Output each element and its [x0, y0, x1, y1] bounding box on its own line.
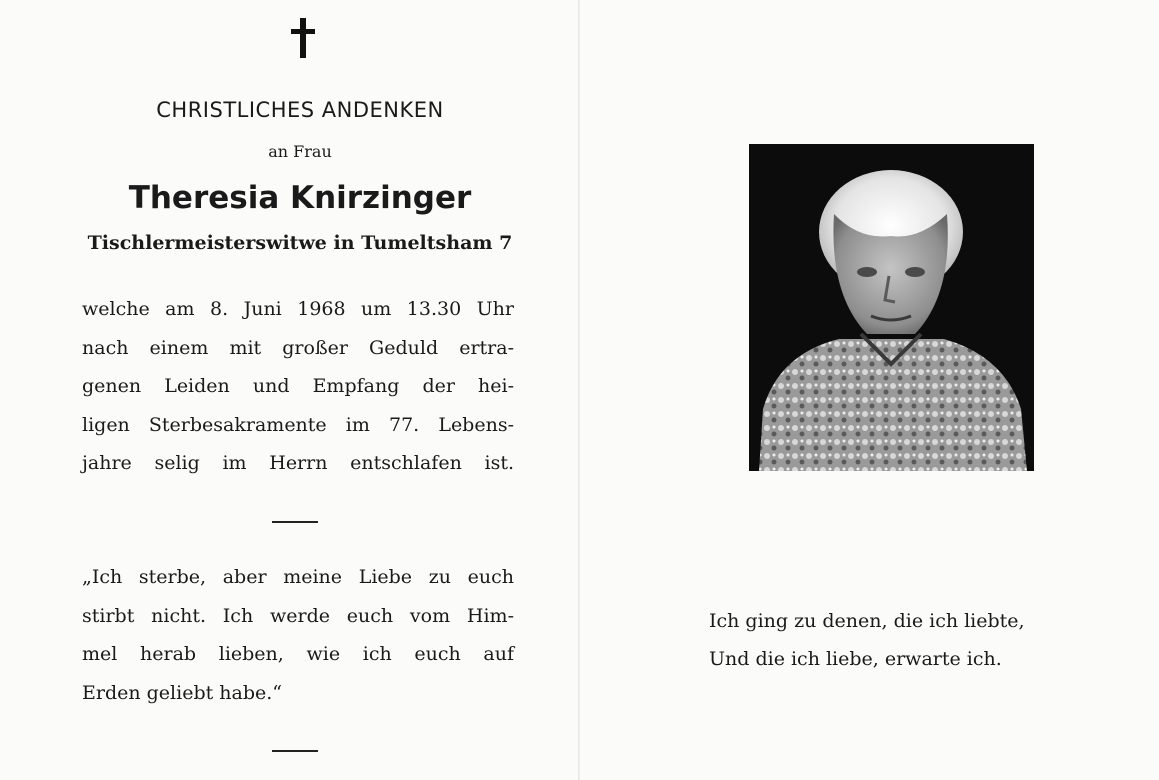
card-heading: CHRISTLICHES ANDENKEN	[156, 98, 444, 122]
obituary-line: jahre selig im Herrn entschlafen ist.	[82, 452, 514, 474]
obituary-line: ligen Sterbesakramente im 77. Lebens-	[82, 413, 514, 436]
verse-line: Und die ich liebe, erwarte ich.	[709, 648, 1002, 670]
obituary-text	[82, 290, 514, 483]
deceased-name: Theresia Knirzinger	[128, 180, 472, 216]
obituary-line: nach einem mit großer Geduld ertra-	[82, 336, 514, 359]
divider	[272, 521, 318, 523]
quote-line: stirbt nicht. Ich werde euch vom Him-	[82, 604, 514, 627]
deceased-occupation: Tischlermeisterswitwe in Tumeltsham 7	[87, 232, 513, 254]
quote-line: „Ich sterbe, aber meine Liebe zu euch	[82, 566, 514, 588]
portrait-photo	[749, 144, 1034, 471]
divider	[272, 750, 318, 752]
verse-line: Ich ging zu denen, die ich liebte,	[709, 610, 1025, 632]
cross-icon	[291, 18, 315, 60]
quote-line: mel herab lieben, wie ich euch auf	[82, 643, 514, 665]
obituary-line: welche am 8. Juni 1968 um 13.30 Uhr	[82, 298, 514, 320]
quote-text	[82, 558, 514, 712]
obituary-line: genen Leiden und Empfang der hei-	[82, 375, 514, 397]
quote-line: Erden geliebt habe.“	[82, 681, 283, 704]
card-subheading: an Frau	[268, 142, 332, 161]
